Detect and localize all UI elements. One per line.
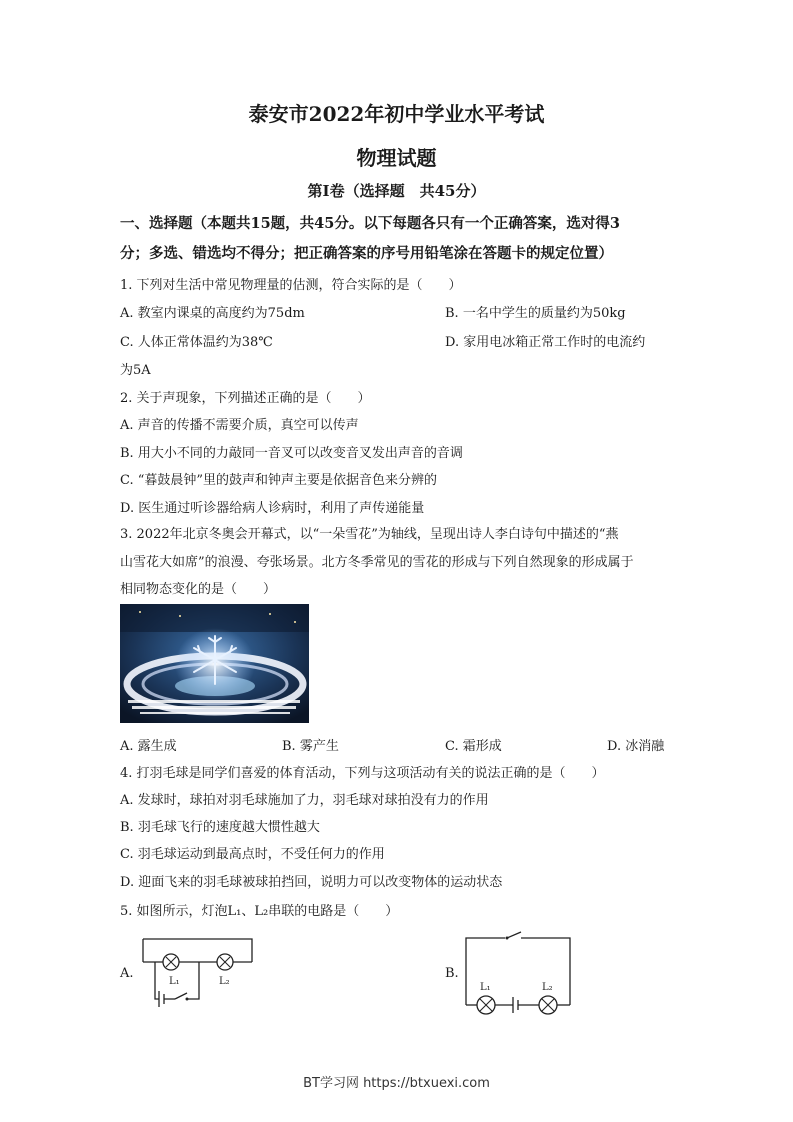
- q3-option-d: D. 冰消融: [607, 739, 665, 754]
- circuit-a-label-l2: L₂: [219, 976, 230, 987]
- q5-option-b-label: B.: [445, 966, 459, 981]
- exam-title: 泰安市2022年初中学业水平考试: [248, 102, 545, 126]
- q3-option-c: C. 霜形成: [445, 739, 502, 754]
- circuit-b-diagram: [460, 928, 575, 1020]
- q2-option-c: C. “暮鼓晨钟”里的鼓声和钟声主要是依据音色来分辨的: [120, 473, 438, 488]
- q4-option-d: D. 迎面飞来的羽毛球被球拍挡回，说明力可以改变物体的运动状态: [120, 875, 503, 890]
- q3-option-a: A. 露生成: [120, 739, 177, 754]
- snowflake-ceremony-photo: [120, 604, 309, 723]
- section-title: 第Ⅰ卷（选择题 共45分）: [307, 182, 486, 200]
- q2-option-b: B. 用大小不同的力敲同一音叉可以改变音叉发出声音的音调: [120, 446, 463, 461]
- circuit-b-label-l2: L₂: [542, 982, 553, 993]
- q3-stem-line-3: 相同物态变化的是（ ）: [120, 582, 277, 597]
- q4-option-b: B. 羽毛球飞行的速度越大惯性越大: [120, 820, 320, 835]
- q2-option-a: A. 声音的传播不需要介质，真空可以传声: [120, 418, 359, 433]
- lamp-l2-icon: [217, 954, 233, 970]
- subject-title: 物理试题: [356, 146, 437, 170]
- q1-option-d-continued: 为5A: [120, 363, 151, 378]
- lamp-l1-icon: [163, 954, 179, 970]
- q4-option-c: C. 羽毛球运动到最高点时，不受任何力的作用: [120, 847, 385, 862]
- q2-option-d: D. 医生通过听诊器给病人诊病时，利用了声传递能量: [120, 501, 425, 516]
- q4-option-a: A. 发球时，球拍对羽毛球施加了力，羽毛球对球拍没有力的作用: [120, 793, 489, 808]
- lamp-l1-icon: [477, 996, 495, 1014]
- lamp-l2-icon: [539, 996, 557, 1014]
- circuit-b-label-l1: L₁: [480, 982, 491, 993]
- q1-option-d: D. 家用电冰箱正常工作时的电流约: [445, 335, 646, 350]
- circuit-a-label-l1: L₁: [169, 976, 180, 987]
- footer-watermark: BT学习网 https://btxuexi.com: [303, 1076, 490, 1091]
- q2-stem: 2. 关于声现象，下列描述正确的是（ ）: [120, 391, 371, 406]
- circuit-a-diagram: [135, 932, 260, 1012]
- instructions-line-2: 分；多选、错选均不得分；把正确答案的序号用铅笔涂在答题卡的规定位置）: [120, 245, 613, 262]
- instructions-line-1: 一、选择题（本题共15题，共45分。以下每题各只有一个正确答案，选对得3: [120, 215, 620, 232]
- q3-option-b: B. 雾产生: [282, 739, 339, 754]
- q5-stem: 5. 如图所示，灯泡L₁、L₂串联的电路是（ ）: [120, 904, 399, 919]
- q1-option-c: C. 人体正常体温约为38℃: [120, 335, 273, 350]
- q1-option-a: A. 教室内课桌的高度约为75dm: [120, 306, 305, 321]
- q4-stem: 4. 打羽毛球是同学们喜爱的体育活动，下列与这项活动有关的说法正确的是（ ）: [120, 766, 605, 781]
- q1-stem: 1. 下列对生活中常见物理量的估测，符合实际的是（ ）: [120, 278, 462, 293]
- q3-stem-line-2: 山雪花大如席”的浪漫、夸张场景。北方冬季常见的雪花的形成与下列自然现象的形成属于: [120, 555, 634, 570]
- q1-option-b: B. 一名中学生的质量约为50kg: [445, 306, 626, 321]
- q5-option-a-label: A.: [120, 966, 134, 981]
- q3-stem-line-1: 3. 2022年北京冬奥会开幕式，以“一朵雪花”为轴线，呈现出诗人李白诗句中描述的“燕: [120, 527, 619, 542]
